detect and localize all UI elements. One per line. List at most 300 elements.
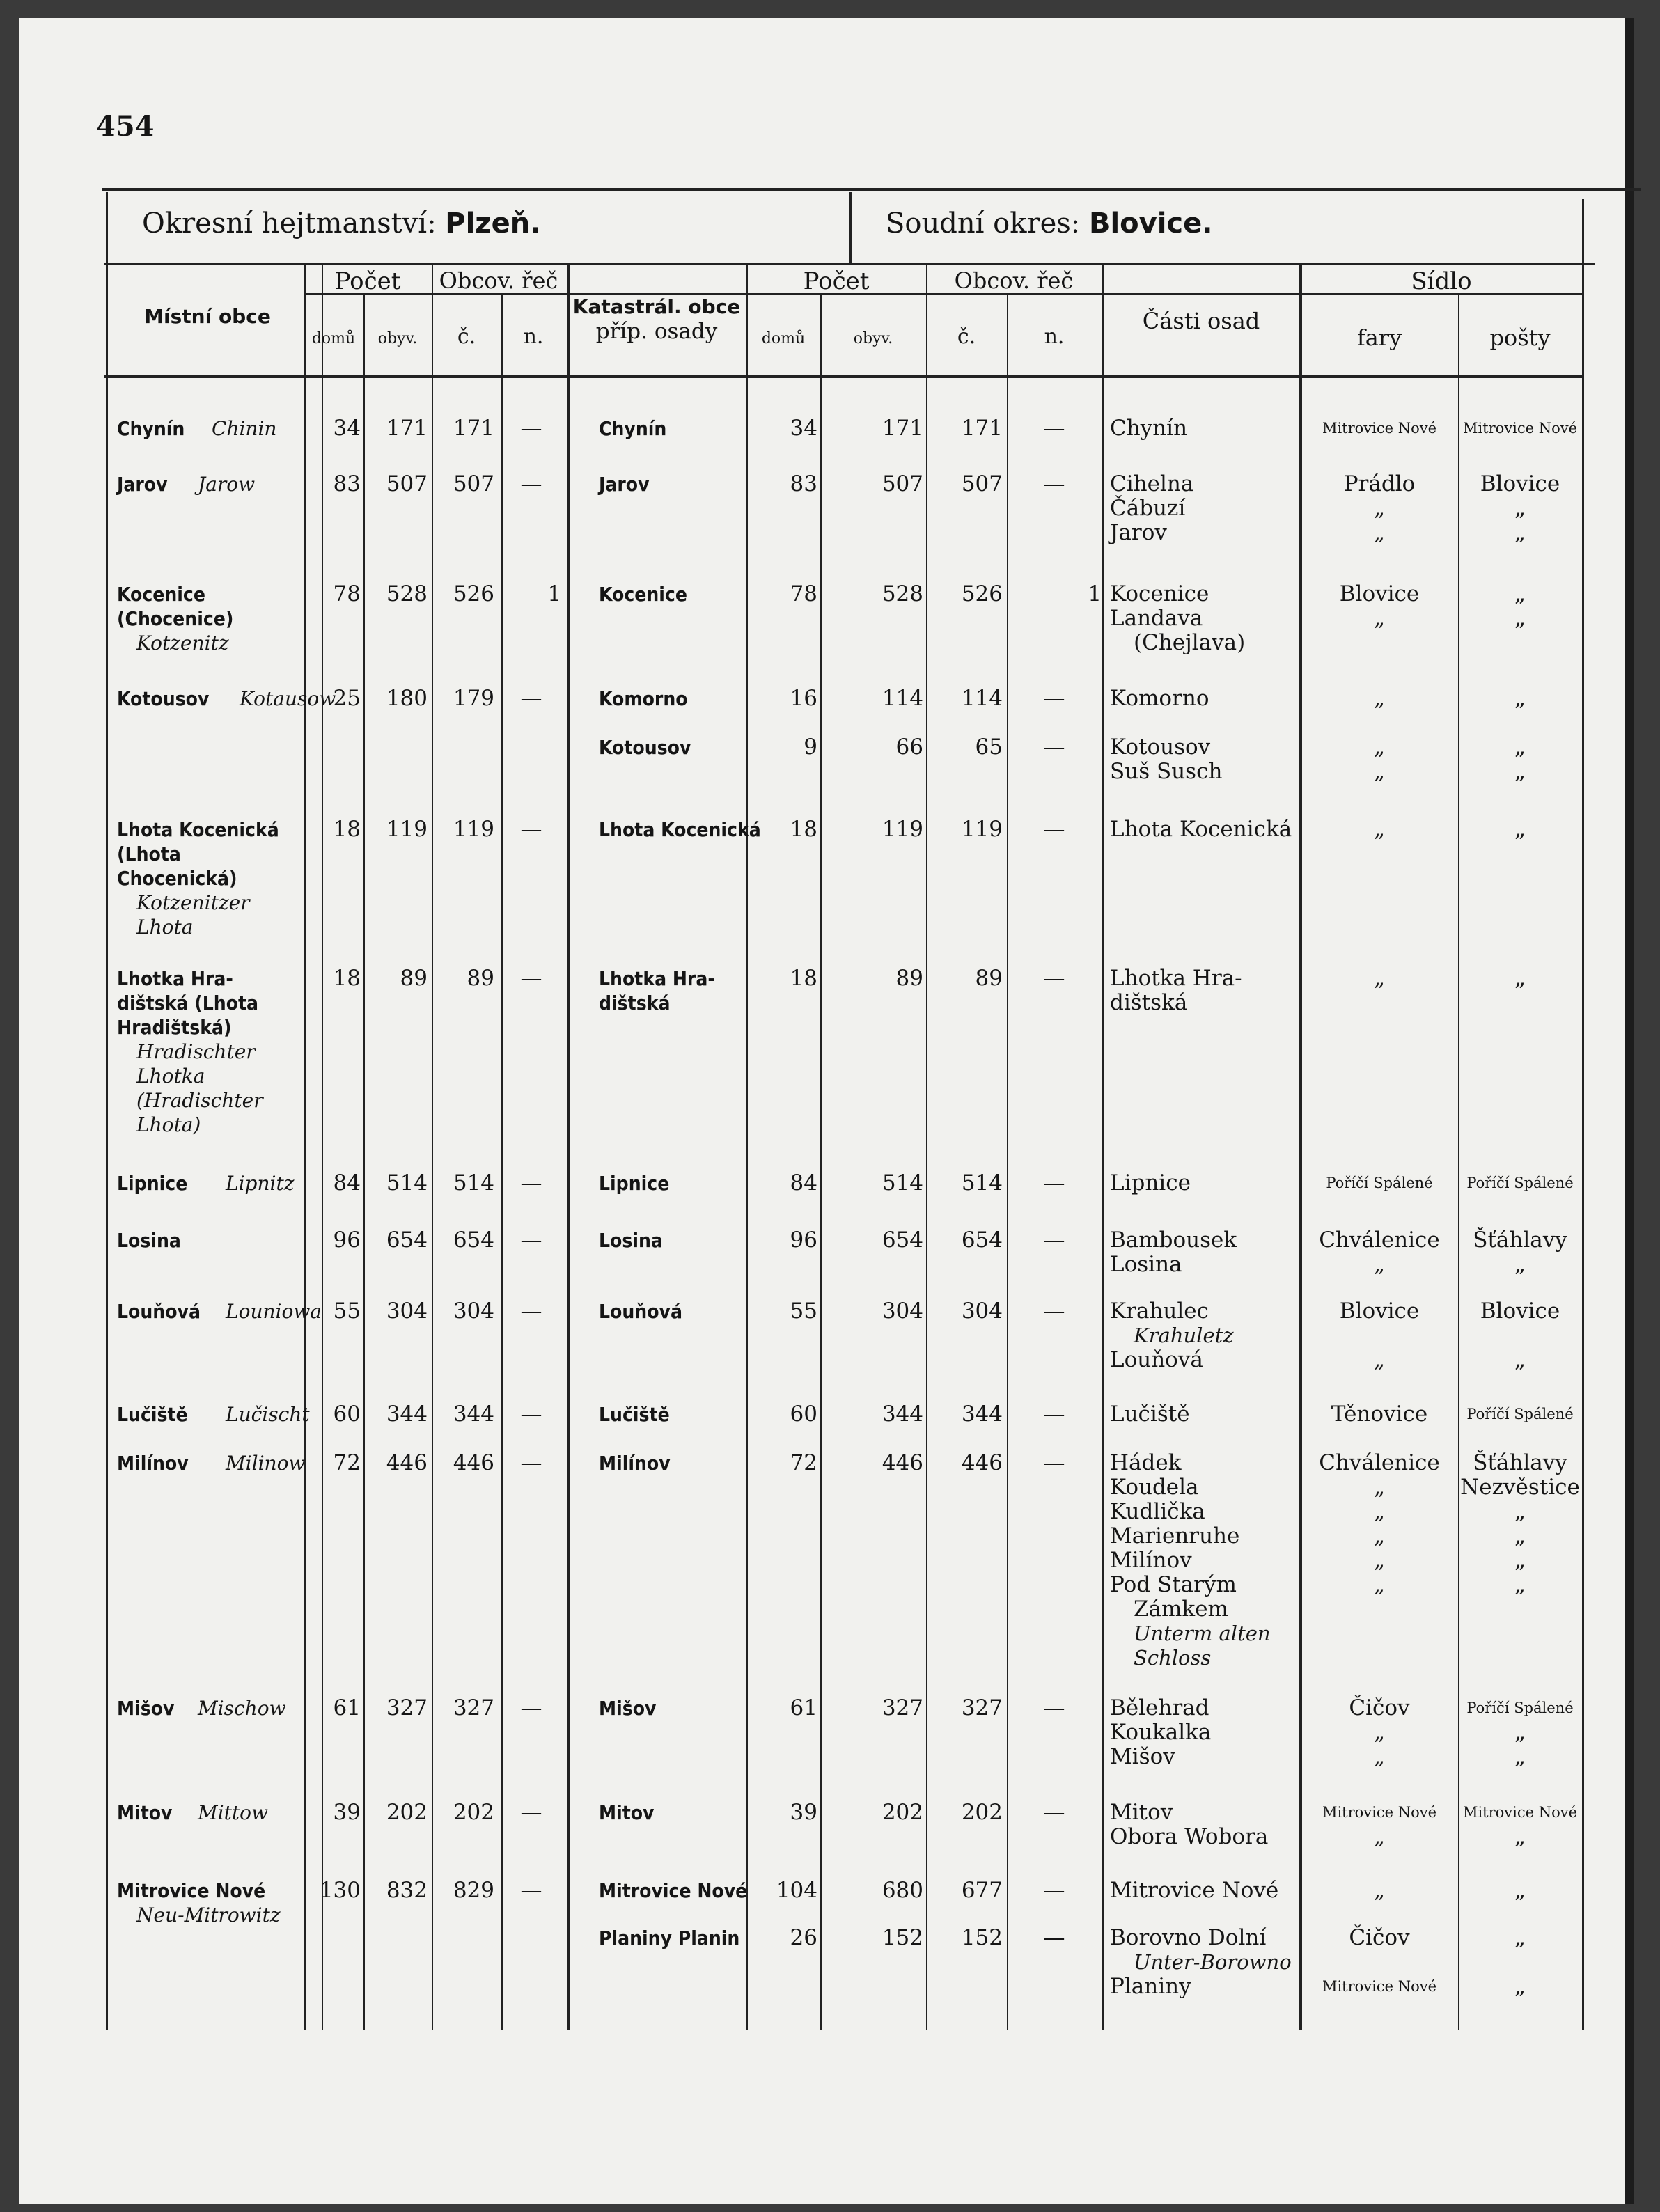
- kat-german-count: —: [1043, 1299, 1065, 1324]
- fara-seat: Mitrovice Nové: [1322, 1978, 1437, 1995]
- fara-seat: Prádlo: [1343, 471, 1416, 496]
- kat-domu-count: 55: [790, 1299, 817, 1324]
- german-count: —: [520, 817, 542, 842]
- german-count: —: [520, 1402, 542, 1427]
- osada-part: Bambousek: [1110, 1227, 1237, 1253]
- obec-german-name: Jarow: [198, 473, 256, 496]
- katastr-name: dištská: [599, 991, 671, 1014]
- obec-german-name: Neu-Mitrowitz: [136, 1904, 281, 1927]
- col-n-2: n.: [1044, 324, 1065, 349]
- osada-part: Zámkem: [1134, 1597, 1228, 1622]
- katastr-name: Losina: [599, 1229, 663, 1252]
- obec-name: Lučiště: [117, 1403, 188, 1426]
- osada-part: Pod Starým: [1110, 1572, 1237, 1597]
- kat-czech-count: 114: [961, 686, 1003, 711]
- fara-seat: „: [1373, 1720, 1386, 1745]
- fara-seat: Chválenice: [1319, 1450, 1440, 1475]
- german-count: —: [520, 1450, 542, 1475]
- fara-seat: Mitrovice Nové: [1322, 1804, 1437, 1821]
- kat-czech-count: 304: [961, 1299, 1003, 1324]
- katastr-name: Planiny Planin: [599, 1927, 740, 1950]
- obyv-count: 514: [386, 1170, 428, 1195]
- kat-domu-count: 83: [790, 471, 817, 496]
- osada-part: Komorno: [1110, 686, 1209, 711]
- domu-count: 55: [333, 1299, 361, 1324]
- osada-part: Planiny: [1110, 1974, 1191, 1999]
- obec-name: (Lhota: [117, 842, 181, 865]
- german-count: —: [520, 1299, 542, 1324]
- czech-count: 446: [453, 1450, 494, 1475]
- osada-part: Cihelna: [1110, 471, 1194, 496]
- fara-seat: Blovice: [1339, 581, 1420, 606]
- kat-domu-count: 104: [776, 1878, 817, 1903]
- german-count: 1: [547, 581, 561, 606]
- czech-count: 179: [453, 686, 494, 711]
- kat-domu-count: 61: [790, 1695, 817, 1720]
- fara-seat: „: [1373, 520, 1386, 545]
- kat-german-count: —: [1043, 686, 1065, 711]
- post-office: „: [1514, 1925, 1526, 1950]
- district-heading: [142, 207, 540, 240]
- fara-seat: „: [1373, 1475, 1386, 1500]
- kat-czech-count: 327: [961, 1695, 1003, 1720]
- kat-german-count: —: [1043, 1402, 1065, 1427]
- kat-obyv-count: 507: [882, 471, 923, 496]
- german-count: —: [520, 471, 542, 496]
- osada-part: Lhota Kocenická: [1110, 817, 1292, 842]
- kat-obyv-count: 171: [882, 416, 923, 441]
- german-count: —: [520, 966, 542, 991]
- obec-name: Mitov: [117, 1801, 173, 1824]
- osada-part: Mišov: [1110, 1744, 1175, 1769]
- header-rule: [104, 263, 1595, 265]
- fara-seat: „: [1373, 1878, 1386, 1903]
- fara-seat: Poříčí Spálené: [1326, 1175, 1433, 1191]
- obyv-count: 528: [386, 581, 428, 606]
- osada-part: (Chejlava): [1134, 630, 1246, 655]
- osada-part: Unterm alten: [1134, 1622, 1271, 1645]
- obec-german-name: Lhota: [136, 916, 194, 939]
- domu-count: 18: [333, 966, 361, 991]
- domu-count: 72: [333, 1450, 361, 1475]
- czech-count: 202: [453, 1800, 494, 1825]
- czech-count: 526: [453, 581, 494, 606]
- post-office: „: [1514, 1720, 1526, 1745]
- kat-obyv-count: 528: [882, 581, 923, 606]
- col-obyv: obyv.: [377, 330, 418, 347]
- obec-german-name: Kotzenitzer: [136, 891, 250, 914]
- kat-obyv-count: 344: [882, 1402, 923, 1427]
- obyv-count: 344: [386, 1402, 428, 1427]
- kat-czech-count: 202: [961, 1800, 1003, 1825]
- kat-domu-count: 72: [790, 1450, 817, 1475]
- osada-part: Marienruhe: [1110, 1523, 1240, 1548]
- domu-count: 84: [333, 1170, 361, 1195]
- obyv-count: 327: [386, 1695, 428, 1720]
- katastr-name: Kocenice: [599, 583, 687, 606]
- osada-part: Kotousov: [1110, 735, 1211, 760]
- column-rule: [820, 295, 822, 2030]
- katastr-name: Mišov: [599, 1697, 657, 1720]
- post-office: „: [1514, 581, 1526, 606]
- col-obcov-rec-2: Obcov. řeč: [954, 267, 1074, 294]
- post-office: „: [1514, 1523, 1526, 1548]
- czech-count: 304: [453, 1299, 494, 1324]
- kat-domu-count: 26: [790, 1925, 817, 1950]
- obec-name: Chynín: [117, 417, 185, 440]
- german-count: —: [520, 416, 542, 441]
- obec-name: Lhota Kocenická: [117, 818, 279, 841]
- col-c-2: č.: [957, 324, 976, 349]
- osada-part: Chynín: [1110, 416, 1188, 441]
- kat-domu-count: 60: [790, 1402, 817, 1427]
- kat-obyv-count: 114: [882, 686, 923, 711]
- obyv-count: 119: [386, 817, 428, 842]
- post-office: „: [1514, 1824, 1526, 1849]
- fara-seat: „: [1373, 966, 1386, 991]
- kat-czech-count: 171: [961, 416, 1003, 441]
- obec-name: Jarov: [117, 473, 168, 496]
- kat-czech-count: 344: [961, 1402, 1003, 1427]
- obec-name: Kotousov: [117, 687, 210, 710]
- column-rule: [567, 263, 570, 2030]
- fara-seat: „: [1373, 1499, 1386, 1524]
- post-office: „: [1514, 1744, 1526, 1769]
- column-rule: [432, 263, 433, 2030]
- osada-part: Obora Wobora: [1110, 1824, 1269, 1849]
- kat-czech-count: 526: [961, 581, 1003, 606]
- post-office: Mitrovice Nové: [1462, 1804, 1578, 1821]
- obec-german-name: Milinow: [226, 1452, 306, 1475]
- obec-name: Losina: [117, 1229, 181, 1252]
- kat-czech-count: 152: [961, 1925, 1003, 1950]
- col-mistni-obce: Místní obce: [144, 305, 271, 328]
- district-value: Plzeň.: [445, 207, 541, 240]
- column-rule: [926, 263, 927, 2030]
- col-fary: fary: [1356, 324, 1402, 351]
- katastr-name: Lhotka Hra-: [599, 967, 715, 990]
- osada-part: Krahulec: [1110, 1299, 1209, 1324]
- kat-german-count: —: [1043, 1925, 1065, 1950]
- fara-seat: Těnovice: [1331, 1402, 1428, 1427]
- obec-german-name: Lhotka: [136, 1065, 205, 1088]
- kat-german-count: —: [1043, 817, 1065, 842]
- col-casti-osad: Části osad: [1142, 308, 1260, 334]
- osada-part: Louňová: [1110, 1347, 1203, 1372]
- kat-obyv-count: 654: [882, 1227, 923, 1253]
- post-office: „: [1514, 1974, 1526, 1999]
- obec-name: dištská (Lhota: [117, 991, 259, 1014]
- czech-count: 89: [467, 966, 494, 991]
- obyv-count: 654: [386, 1227, 428, 1253]
- domu-count: 60: [333, 1402, 361, 1427]
- fara-seat: Čičov: [1349, 1925, 1410, 1950]
- osada-part: Koukalka: [1110, 1720, 1212, 1745]
- post-office: „: [1514, 1252, 1526, 1277]
- kat-domu-count: 39: [790, 1800, 817, 1825]
- post-office: „: [1514, 520, 1526, 545]
- obec-german-name: Lučischt: [226, 1403, 310, 1426]
- obyv-count: 202: [386, 1800, 428, 1825]
- obec-german-name: Chinin: [212, 417, 277, 440]
- osada-part: Čábuzí: [1110, 496, 1186, 521]
- post-office: „: [1514, 759, 1526, 784]
- obec-german-name: Mischow: [198, 1697, 286, 1720]
- domu-count: 25: [333, 686, 361, 711]
- obec-name: Chocenická): [117, 867, 237, 890]
- kat-german-count: —: [1043, 1695, 1065, 1720]
- osada-part: Mitrovice Nové: [1110, 1878, 1279, 1903]
- col-katastr: [568, 295, 745, 319]
- post-office: Poříčí Spálené: [1466, 1406, 1574, 1422]
- obec-german-name: Mittow: [198, 1801, 268, 1824]
- post-office: „: [1514, 966, 1526, 991]
- fara-seat: „: [1373, 1824, 1386, 1849]
- katastr-name: Mitov: [599, 1801, 655, 1824]
- osada-part: dištská: [1110, 990, 1188, 1015]
- column-rule: [1458, 295, 1459, 2030]
- fara-seat: „: [1373, 1523, 1386, 1548]
- kat-obyv-count: 680: [882, 1878, 923, 1903]
- post-office: „: [1514, 1548, 1526, 1573]
- obec-name: Louňová: [117, 1300, 201, 1323]
- obec-german-name: Lhota): [136, 1113, 201, 1136]
- page-scan: [19, 18, 1634, 2204]
- kat-czech-count: 89: [975, 966, 1003, 991]
- kat-domu-count: 84: [790, 1170, 817, 1195]
- column-header-rule: [104, 375, 1583, 378]
- post-office: „: [1514, 1878, 1526, 1903]
- column-rule: [1102, 263, 1104, 2030]
- fara-seat: „: [1373, 1572, 1386, 1597]
- left-border: [106, 192, 108, 2030]
- fara-seat: „: [1373, 759, 1386, 784]
- german-count: —: [520, 1695, 542, 1720]
- obyv-count: 446: [386, 1450, 428, 1475]
- obec-german-name: Hradischter: [136, 1040, 256, 1063]
- fara-seat: „: [1373, 686, 1386, 711]
- fara-seat: „: [1373, 496, 1386, 521]
- obec-german-name: Lipnitz: [226, 1172, 295, 1195]
- osada-part: Unter-Borowno: [1134, 1950, 1292, 1974]
- czech-count: 119: [453, 817, 494, 842]
- fara-seat: „: [1373, 1347, 1386, 1372]
- obyv-count: 180: [386, 686, 428, 711]
- post-office: Nezvěstice: [1460, 1475, 1580, 1500]
- czech-count: 514: [453, 1170, 494, 1195]
- german-count: —: [520, 1878, 542, 1903]
- fara-seat: „: [1373, 817, 1386, 842]
- kat-domu-count: 18: [790, 966, 817, 991]
- col-pocet-2: Počet: [803, 267, 870, 295]
- czech-count: 344: [453, 1402, 494, 1427]
- kat-domu-count: 34: [790, 416, 817, 441]
- kat-german-count: —: [1043, 735, 1065, 760]
- osada-part: Losina: [1110, 1252, 1182, 1277]
- obec-name: Mitrovice Nové: [117, 1879, 266, 1902]
- osada-part: Jarov: [1110, 520, 1167, 545]
- domu-count: 83: [333, 471, 361, 496]
- col-posty: pošty: [1489, 324, 1551, 351]
- kat-german-count: —: [1043, 966, 1065, 991]
- domu-count: 96: [333, 1227, 361, 1253]
- katastr-name: Milínov: [599, 1452, 671, 1475]
- col-domu-2: domů: [761, 330, 806, 347]
- fara-seat: „: [1373, 1548, 1386, 1573]
- kat-czech-count: 654: [961, 1227, 1003, 1253]
- kat-obyv-count: 514: [882, 1170, 923, 1195]
- post-office: Blovice: [1480, 471, 1560, 496]
- osada-part: Lhotka Hra-: [1110, 966, 1242, 991]
- osada-part: Milínov: [1110, 1548, 1192, 1573]
- col-katastr-line1: Katastrál. obce: [572, 295, 741, 318]
- page-number: 454: [96, 110, 155, 143]
- col-n: n.: [523, 324, 544, 349]
- district-label: Okresní hejtmanství:: [142, 207, 437, 240]
- german-count: —: [520, 1800, 542, 1825]
- katastr-name: Lhota Kocenická: [599, 818, 761, 841]
- kat-obyv-count: 327: [882, 1695, 923, 1720]
- obyv-count: 304: [386, 1299, 428, 1324]
- col-obyv-2: obyv.: [853, 330, 893, 347]
- katastr-name: Louňová: [599, 1300, 682, 1323]
- fara-seat: Mitrovice Nové: [1322, 420, 1437, 437]
- obyv-count: 507: [386, 471, 428, 496]
- kat-czech-count: 507: [961, 471, 1003, 496]
- obec-german-name: Kotausow: [240, 687, 336, 710]
- right-border: [1582, 199, 1584, 2030]
- osada-part: Landava: [1110, 606, 1203, 631]
- domu-count: 61: [333, 1695, 361, 1720]
- kat-domu-count: 78: [790, 581, 817, 606]
- kat-domu-count: 18: [790, 817, 817, 842]
- domu-count: 78: [333, 581, 361, 606]
- kat-obyv-count: 89: [895, 966, 923, 991]
- osada-part: Krahuletz: [1134, 1324, 1234, 1347]
- court-label: Soudní okres:: [886, 207, 1081, 240]
- kat-obyv-count: 66: [895, 735, 923, 760]
- fara-seat: „: [1373, 735, 1386, 760]
- german-count: —: [520, 1227, 542, 1253]
- kat-czech-count: 446: [961, 1450, 1003, 1475]
- col-pocet: Počet: [334, 267, 401, 295]
- header-divider: [849, 192, 852, 263]
- post-office: „: [1514, 1572, 1526, 1597]
- osada-part: Lučiště: [1110, 1402, 1190, 1427]
- obec-name: Kocenice: [117, 583, 205, 606]
- obyv-count: 832: [386, 1878, 428, 1903]
- fara-seat: „: [1373, 606, 1386, 631]
- post-office: Poříčí Spálené: [1466, 1175, 1574, 1191]
- kat-czech-count: 677: [961, 1878, 1003, 1903]
- column-rule: [501, 295, 503, 2030]
- kat-german-count: —: [1043, 1800, 1065, 1825]
- kat-obyv-count: 446: [882, 1450, 923, 1475]
- kat-domu-count: 9: [804, 735, 817, 760]
- obec-german-name: Louniowa: [226, 1300, 322, 1323]
- fara-seat: „: [1373, 1252, 1386, 1277]
- katastr-name: Lučiště: [599, 1403, 670, 1426]
- post-office: „: [1514, 735, 1526, 760]
- fara-seat: Blovice: [1339, 1299, 1420, 1324]
- german-count: —: [520, 1170, 542, 1195]
- kat-czech-count: 65: [975, 735, 1003, 760]
- czech-count: 171: [453, 416, 494, 441]
- osada-part: Borovno Dolní: [1110, 1925, 1267, 1950]
- kat-german-count: —: [1043, 1450, 1065, 1475]
- katastr-name: Komorno: [599, 687, 688, 710]
- kat-obyv-count: 304: [882, 1299, 923, 1324]
- post-office: „: [1514, 606, 1526, 631]
- kat-obyv-count: 152: [882, 1925, 923, 1950]
- katastr-name: Kotousov: [599, 736, 691, 759]
- fara-seat: „: [1373, 1744, 1386, 1769]
- court-value: Blovice.: [1088, 207, 1213, 240]
- column-rule: [746, 263, 748, 2030]
- czech-count: 829: [453, 1878, 494, 1903]
- post-office: „: [1514, 1347, 1526, 1372]
- col-katastr-line2: příp. osady: [595, 319, 718, 344]
- kat-german-count: —: [1043, 1878, 1065, 1903]
- osada-part: Lipnice: [1110, 1170, 1191, 1195]
- kat-german-count: —: [1043, 471, 1065, 496]
- german-count: —: [520, 686, 542, 711]
- column-rule: [1007, 295, 1008, 2030]
- obec-name: Lhotka Hra-: [117, 967, 233, 990]
- top-rule: [102, 188, 1641, 191]
- column-rule: [322, 263, 323, 2030]
- osada-part: Suš Susch: [1110, 759, 1223, 784]
- kat-german-count: —: [1043, 416, 1065, 441]
- obec-name: Hradištská): [117, 1016, 232, 1039]
- obec-name: Lipnice: [117, 1172, 188, 1195]
- col-c: č.: [457, 324, 476, 349]
- kat-czech-count: 514: [961, 1170, 1003, 1195]
- czech-count: 654: [453, 1227, 494, 1253]
- katastr-name: Lipnice: [599, 1172, 670, 1195]
- col-domu: domů: [311, 330, 356, 347]
- post-office: „: [1514, 1499, 1526, 1524]
- domu-count: 34: [333, 416, 361, 441]
- post-office: Šťáhlavy: [1473, 1450, 1567, 1475]
- kat-obyv-count: 202: [882, 1800, 923, 1825]
- obec-german-name: (Hradischter: [136, 1089, 263, 1112]
- obec-name: (Chocenice): [117, 607, 234, 630]
- court-heading: [886, 207, 1212, 240]
- col-sidlo: Sídlo: [1411, 267, 1472, 295]
- post-office: Poříčí Spálené: [1466, 1700, 1574, 1716]
- post-office: „: [1514, 817, 1526, 842]
- obec-name: Milínov: [117, 1452, 189, 1475]
- domu-count: 130: [319, 1878, 361, 1903]
- osada-part: Mitov: [1110, 1800, 1173, 1825]
- osada-part: Kudlička: [1110, 1499, 1205, 1524]
- katastr-name: Mitrovice Nové: [599, 1879, 748, 1902]
- osada-part: Bělehrad: [1110, 1695, 1209, 1720]
- post-office: Blovice: [1480, 1299, 1560, 1324]
- kat-german-count: —: [1043, 1227, 1065, 1253]
- column-rule: [363, 295, 365, 2030]
- kat-german-count: 1: [1088, 581, 1102, 606]
- post-office: „: [1514, 496, 1526, 521]
- kat-czech-count: 119: [961, 817, 1003, 842]
- col-obcov-rec: Obcov. řeč: [439, 267, 558, 294]
- obyv-count: 171: [386, 416, 428, 441]
- kat-german-count: —: [1043, 1170, 1065, 1195]
- domu-count: 39: [333, 1800, 361, 1825]
- czech-count: 327: [453, 1695, 494, 1720]
- obec-german-name: Kotzenitz: [136, 632, 229, 654]
